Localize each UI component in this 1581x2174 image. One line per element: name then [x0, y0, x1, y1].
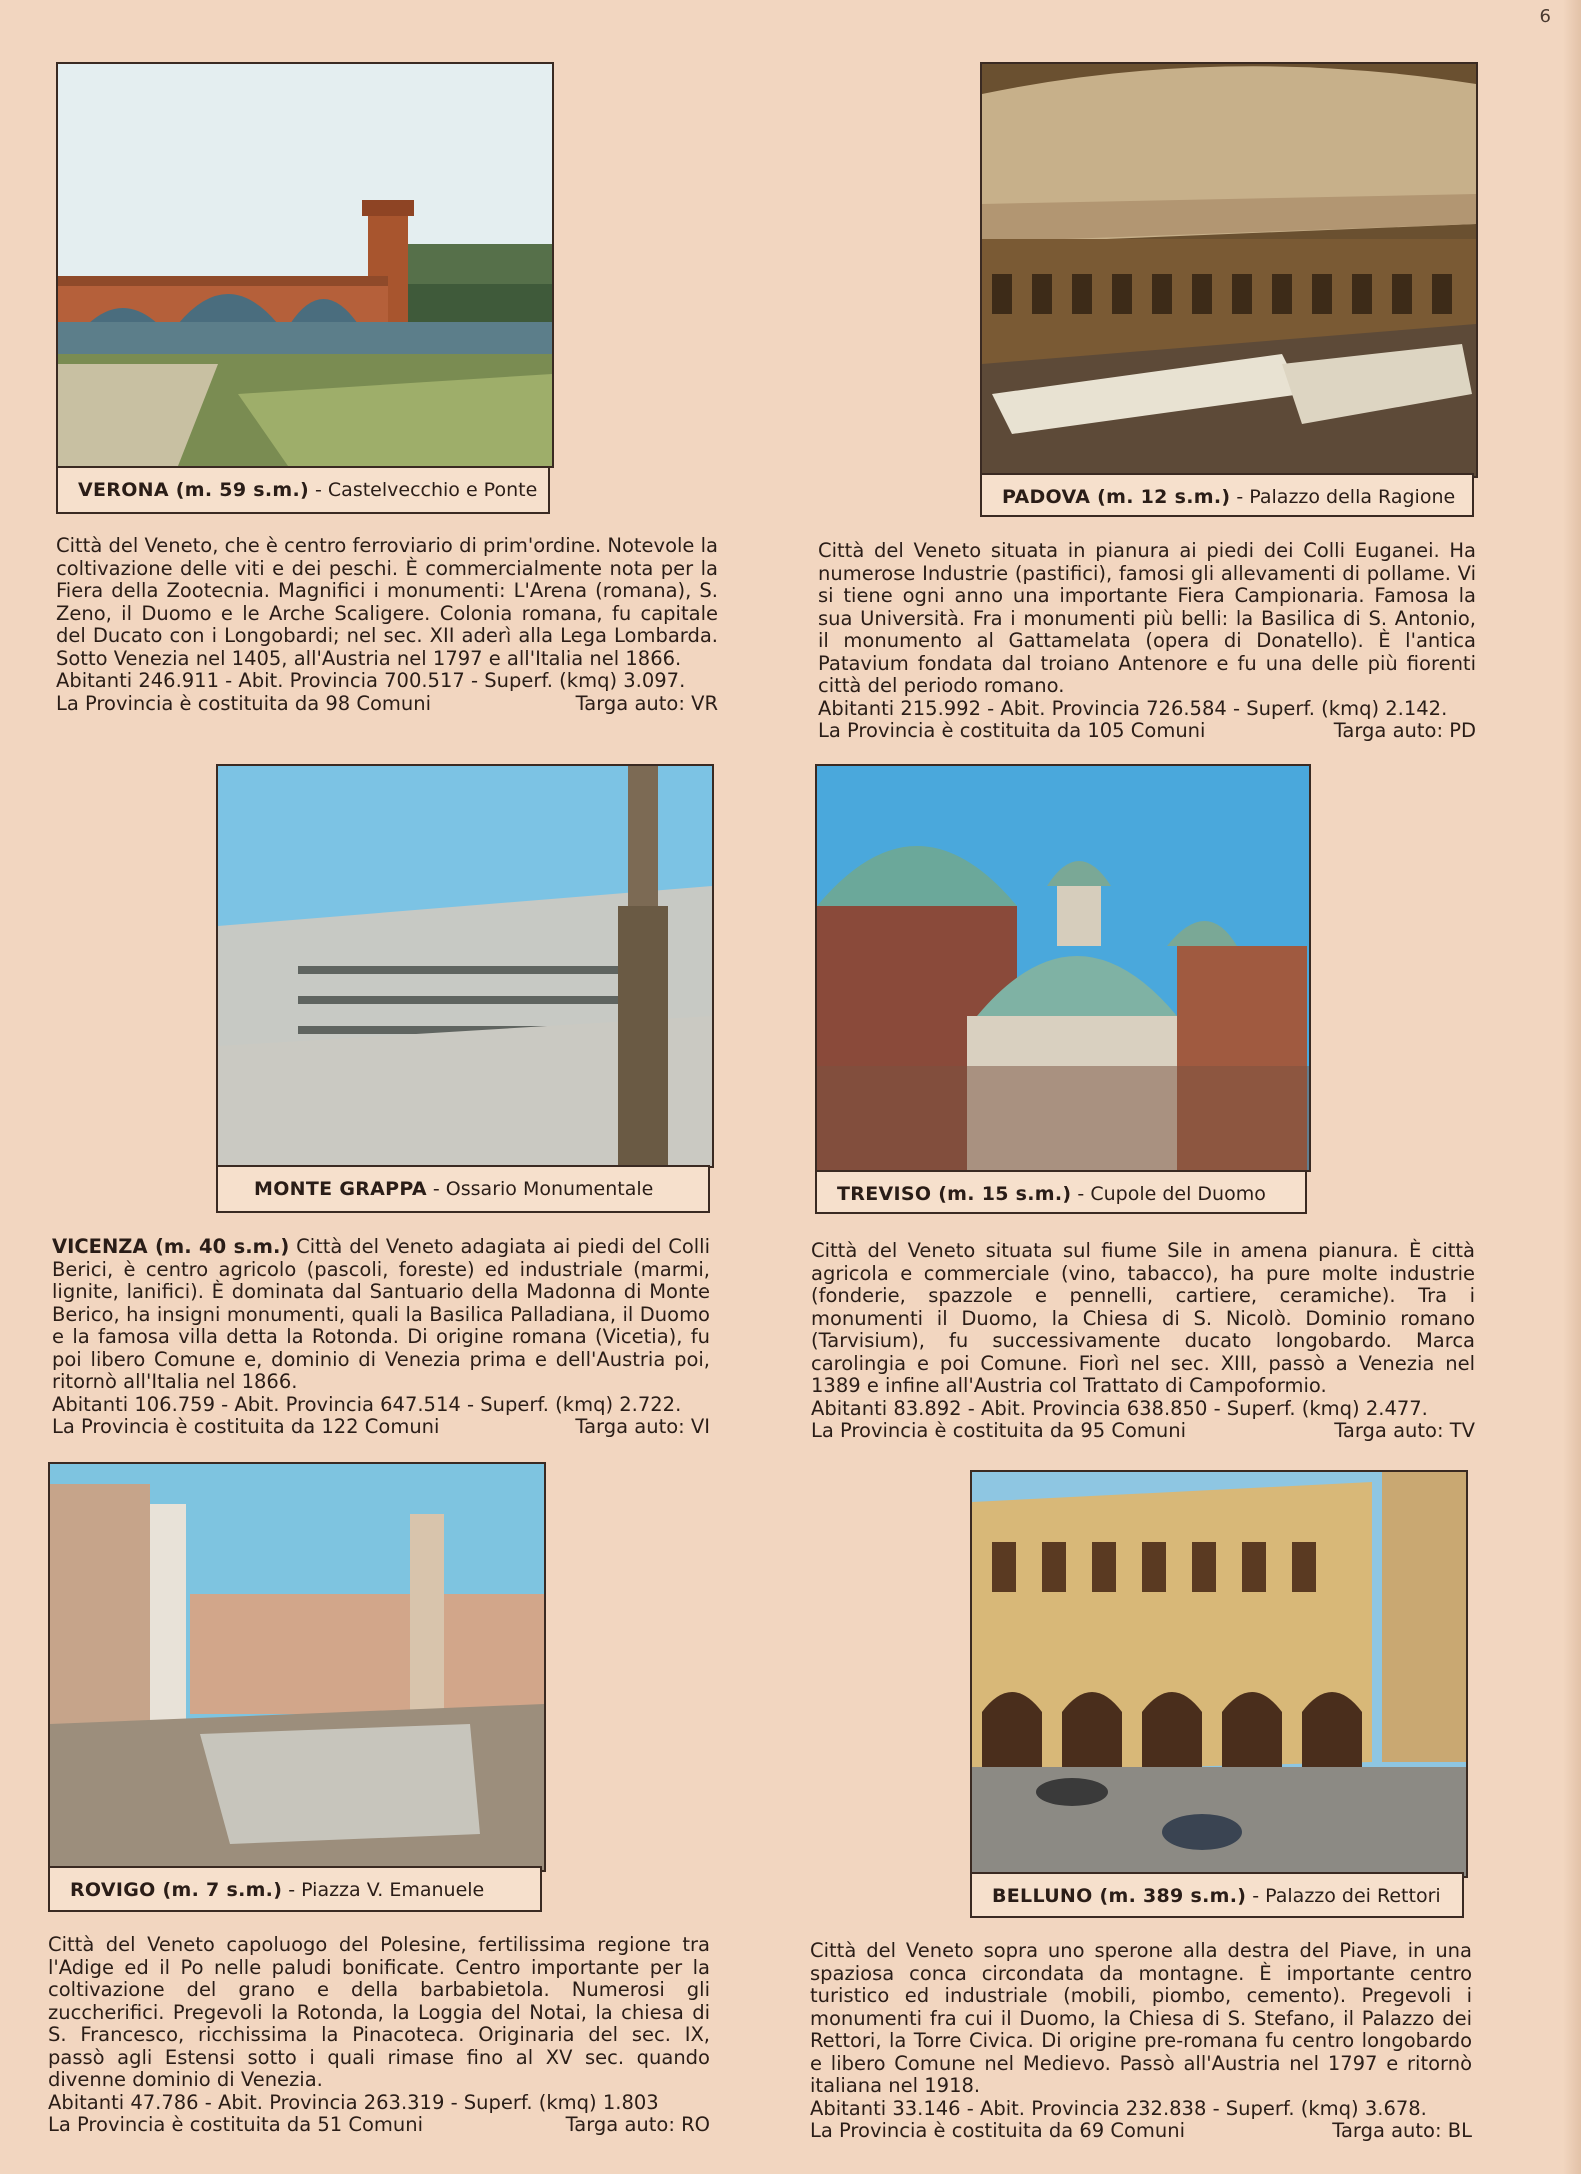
plate-line: Targa auto: TV	[1334, 1419, 1475, 1442]
photo-belluno	[970, 1470, 1468, 1878]
province-line: La Provincia è costituita da 105 Comuni	[818, 719, 1206, 742]
caption-verona	[56, 466, 550, 514]
caption-monte-grappa	[216, 1165, 710, 1213]
stats-line: Abitanti 33.146 - Abit. Provincia 232.838 - Superf. (kmq) 3.678.	[810, 2096, 1427, 2120]
description-text: Città del Veneto situata in pianura ai piedi dei Colli Euganei. Ha numerose Industrie (pastifici), famosi gli allevamenti di pollame. Vi si tiene ogni anno una importante Fiera Campionaria. Famosa la sua Università. Fra i monumenti più belli: la Basilica di S. Antonio, il monumento al Gattamelata (opera di Donatello). È l'antica Patavium fondata dal troiano Antenore e fu una delle più fiorenti città del periodo romano.	[818, 539, 1476, 697]
caption-belluno	[970, 1872, 1464, 1918]
caption-subject: - Ossario Monumentale	[426, 1178, 654, 1200]
description-text: Città del Veneto adagiata ai piedi del Colli Berici, è centro agricolo (pascoli, foreste) ed industriale (marmi, lignite, lanifici). È dominata dal Santuario della Madonna di Monte Berico, ha insigni monumenti, quali la Basilica Palladiana, il Duomo e la famosa villa detta la Rotonda. Di origine romana (Vicetia), fu poi libero Comune e, dominio di Venezia prima e dell'Austria poi, ritornò all'Italia nel 1866.	[52, 1235, 710, 1393]
caption-subject: - Cupole del Duomo	[1071, 1183, 1266, 1205]
description-text: Città del Veneto, che è centro ferroviario di prim'ordine. Notevole la coltivazione delle viti e dei peschi. È commercialmente nota per la Fiera della Zootecnia. Magnifici i monumenti: L'Arena (romana), S. Zeno, il Duomo e le Arche Scaligere. Colonia romana, fu capitale del Ducato con i Longobardi; nel sec. XII aderì alla Lega Lombarda. Sotto Venezia nel 1405, all'Austria nel 1797 e all'Italia nel 1866.	[56, 534, 718, 670]
stats-line: Abitanti 215.992 - Abit. Provincia 726.584 - Superf. (kmq) 2.142.	[818, 696, 1448, 720]
caption-subject: - Palazzo dei Rettori	[1246, 1885, 1441, 1907]
plate-line: Targa auto: BL	[1332, 2119, 1472, 2142]
stats-line: Abitanti 83.892 - Abit. Provincia 638.850 - Superf. (kmq) 2.477.	[811, 1396, 1428, 1420]
stats-line: Abitanti 47.786 - Abit. Provincia 263.319 - Superf. (kmq) 1.803	[48, 2090, 659, 2114]
province-line: La Provincia è costituita da 95 Comuni	[811, 1419, 1187, 1442]
caption-city: MONTE GRAPPA	[254, 1178, 427, 1200]
photo-monte-grappa	[216, 764, 714, 1168]
plate-line: Targa auto: RO	[565, 2113, 710, 2136]
caption-subject: - Palazzo della Ragione	[1230, 486, 1456, 508]
page-number: 6	[1539, 6, 1551, 27]
photo-treviso	[815, 764, 1311, 1172]
plate-line: Targa auto: VR	[575, 691, 718, 715]
caption-city: TREVISO (m. 15 s.m.)	[837, 1183, 1072, 1205]
description-belluno	[810, 1940, 1472, 2143]
description-text: Città del Veneto situata sul fiume Sile in amena pianura. È città agricola e commerciale (vino, tabacco), ha pure molte industrie (fonderie, spazzole e pennelli, cartiere, ceramiche). Tra i monumenti il Duomo, la Chiesa di S. Nicolò. Dominio romano (Tarvisium), fu successivamente ducato longobardo. Marca carolingia e poi Comune. Fiorì nel sec. XIII, passò a Venezia nel 1389 e infine all'Austria col Trattato di Campoformio.	[811, 1239, 1475, 1397]
photo-rovigo	[48, 1462, 546, 1872]
description-treviso	[811, 1240, 1475, 1443]
plate-line: Targa auto: VI	[575, 1415, 710, 1438]
description-vicenza	[52, 1236, 710, 1439]
stats-line: Abitanti 106.759 - Abit. Provincia 647.514 - Superf. (kmq) 2.722.	[52, 1392, 682, 1416]
caption-city: VERONA (m. 59 s.m.)	[78, 479, 309, 501]
caption-city: BELLUNO (m. 389 s.m.)	[992, 1885, 1247, 1907]
photo-padova	[980, 62, 1478, 478]
description-verona	[56, 535, 718, 715]
description-text: Città del Veneto sopra uno sperone alla destra del Piave, in una spaziosa conca circondata da montagne. È importante centro turistico ed industriale (mobili, piombo, cemento). Pregevoli i monumenti fra cui il Duomo, la Chiesa di S. Stefano, il Palazzo dei Rettori, la Torre Civica. Di origine pre-romana fu centro longobardo e libero Comune nel Medievo. Passò all'Austria nel 1797 e ritornò italiana nel 1918.	[810, 1939, 1472, 2097]
caption-subject: - Piazza V. Emanuele	[282, 1879, 485, 1901]
plate-line: Targa auto: PD	[1333, 719, 1476, 742]
caption-city: PADOVA (m. 12 s.m.)	[1002, 486, 1231, 508]
province-line: La Provincia è costituita da 51 Comuni	[48, 2113, 424, 2136]
description-rovigo	[48, 1934, 710, 2137]
caption-treviso	[815, 1170, 1307, 1214]
photo-verona	[56, 62, 554, 468]
caption-subject: - Castelvecchio e Ponte	[308, 479, 538, 501]
caption-rovigo	[48, 1866, 542, 1912]
description-text: Città del Veneto capoluogo del Polesine, fertilissima regione tra l'Adige ed il Po nelle paludi bonificate. Centro importante per la coltivazione del grano e della barbabietola. Numerosi gli zuccherifici. Pregevoli la Rotonda, la Loggia del Notai, la chiesa di S. Francesco, ricchissima la Pinacoteca. Originaria del sec. IX, passò agli Estensi sotto i quali rimase fino al XV sec. quando divenne dominio di Venezia.	[48, 1933, 710, 2091]
page-edge	[1563, 0, 1581, 2174]
province-line: La Provincia è costituita da 122 Comuni	[52, 1415, 440, 1438]
description-city: VICENZA (m. 40 s.m.)	[52, 1235, 290, 1258]
province-line: La Provincia è costituita da 69 Comuni	[810, 2119, 1186, 2142]
province-line: La Provincia è costituita da 98 Comuni	[56, 691, 432, 715]
caption-city: ROVIGO (m. 7 s.m.)	[70, 1879, 283, 1901]
caption-padova	[980, 473, 1474, 517]
description-padova	[818, 540, 1476, 743]
stats-line: Abitanti 246.911 - Abit. Provincia 700.517 - Superf. (kmq) 3.097.	[56, 669, 686, 692]
